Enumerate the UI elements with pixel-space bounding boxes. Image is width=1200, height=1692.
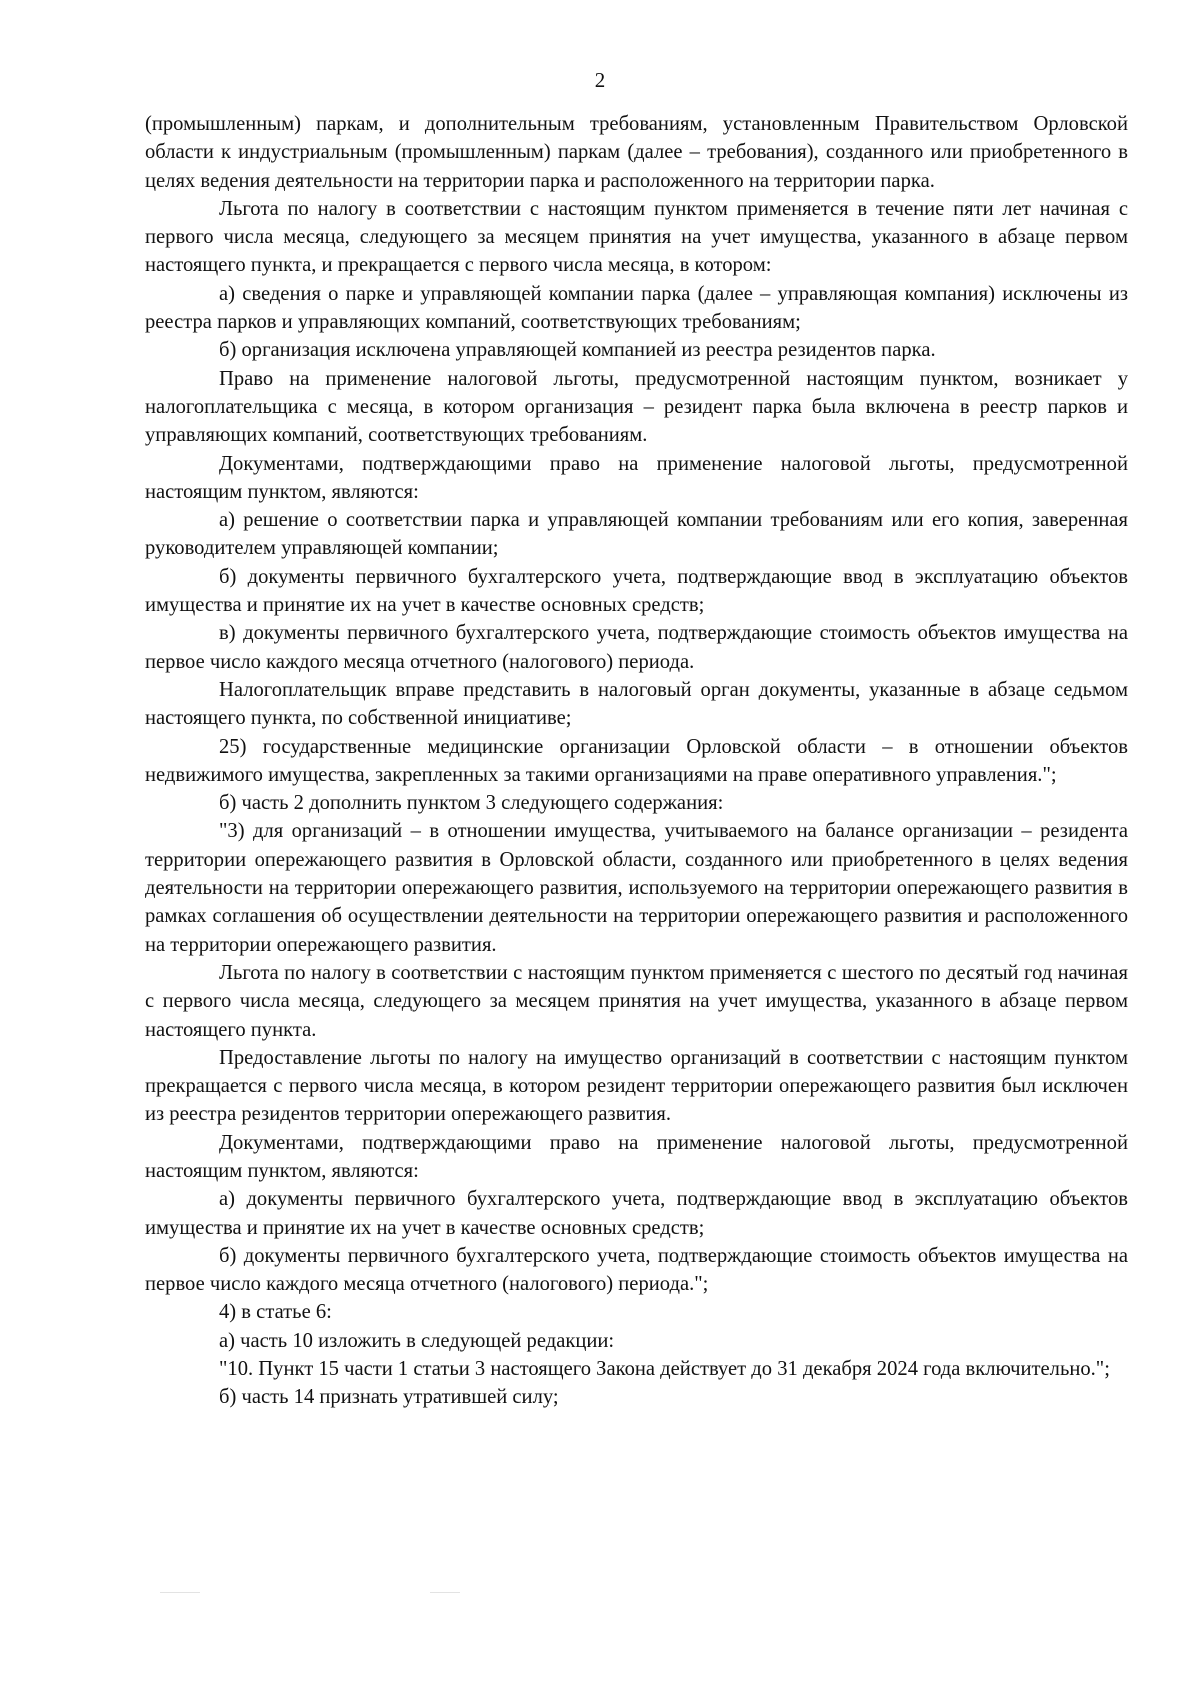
paragraph: Документами, подтверждающими право на применение налоговой льготы, предусмотренной настоящим пунктом, являются: (145, 1131, 1128, 1182)
paragraph: а) решение о соответствии парка и управляющей компании требованиям или его копия, заверенная руководителем управляющей компании; (145, 509, 1128, 560)
paragraph: Право на применение налоговой льготы, предусмотренной настоящим пунктом, возникает у налогоплательщика с месяца, в котором организация – резидент парка была включена в реестр парков и управляющих компаний, соответствующих требованиям. (145, 367, 1128, 447)
paragraph: 25) государственные медицинские организации Орловской области – в отношении объектов недвижимого имущества, закрепленных за такими организациями на праве оперативного управления."; (145, 735, 1128, 786)
paragraph: Льгота по налогу в соответствии с настоящим пунктом применяется с шестого по десятый год начиная с первого числа месяца, следующего за месяцем принятия на учет имущества, указанного в абзаце первом настоящего пункта. (145, 961, 1128, 1041)
page-number: 2 (594, 68, 606, 92)
paragraph: Документами, подтверждающими право на применение налоговой льготы, предусмотренной настоящим пунктом, являются: (145, 452, 1128, 503)
paragraph: Налогоплательщик вправе представить в налоговый орган документы, указанные в абзаце седьмом настоящего пункта, по собственной инициативе; (145, 678, 1128, 730)
paragraph: "3) для организаций – в отношении имущества, учитываемого на балансе организации – резидента территории опережающего развития в Орловской области, созданного или приобретенного в целях ведения деятельности на территории опережающего развития, используемого на территории опережающего развития в рамках соглашения об осуществлении деятельности на территории опережающего развития и расположенного на территории опережающего развития. (145, 820, 1128, 956)
paragraph: а) документы первичного бухгалтерского учета, подтверждающие ввод в эксплуатацию объектов имущества и принятие их на учет в качестве основных средств; (145, 1188, 1128, 1239)
paragraph: б) часть 2 дополнить пунктом 3 следующего содержания: (219, 792, 724, 815)
paragraph: б) документы первичного бухгалтерского учета, подтверждающие стоимость объектов имущества на первое число каждого месяца отчетного (налогового) периода."; (145, 1244, 1128, 1296)
scan-artifact (160, 1592, 200, 1593)
paragraph: б) организация исключена управляющей компанией из реестра резидентов парка. (219, 339, 936, 362)
paragraph: "10. Пункт 15 части 1 статьи 3 настоящего Закона действует до 31 декабря 2024 года включительно."; (219, 1358, 1110, 1381)
document-body (145, 110, 1128, 1412)
paragraph: б) часть 14 признать утратившей силу; (219, 1386, 559, 1409)
paragraph: Предоставление льготы по налогу на имущество организаций в соответствии с настоящим пунктом прекращается с первого числа месяца, в котором резидент территории опережающего развития был исключен из реестра резидентов территории опережающего развития. (145, 1046, 1128, 1126)
paragraph: б) документы первичного бухгалтерского учета, подтверждающие ввод в эксплуатацию объектов имущества и принятие их на учет в качестве основных средств; (145, 565, 1128, 617)
paragraph: Льгота по налогу в соответствии с настоящим пунктом применяется в течение пяти лет начиная с первого числа месяца, следующего за месяцем принятия на учет имущества, указанного в абзаце первом настоящего пункта, и прекращается с первого числа месяца, в котором: (145, 197, 1128, 277)
paragraph: (промышленным) паркам, и дополнительным требованиям, установленным Правительством Орловской области к индустриальным (промышленным) паркам (далее – требования), созданного или приобретенного в целях ведения деятельности на территории парка и расположенного на территории парка. (145, 113, 1128, 192)
paragraph: а) часть 10 изложить в следующей редакции: (219, 1329, 615, 1352)
scan-artifact (430, 1592, 460, 1593)
paragraph: 4) в статье 6: (219, 1301, 332, 1324)
paragraph: в) документы первичного бухгалтерского учета, подтверждающие стоимость объектов имущества на первое число каждого месяца отчетного (налогового) периода. (145, 622, 1128, 673)
paragraph: а) сведения о парке и управляющей компании парка (далее – управляющая компания) исключены из реестра парков и управляющих компаний, соответствующих требованиям; (145, 282, 1128, 334)
